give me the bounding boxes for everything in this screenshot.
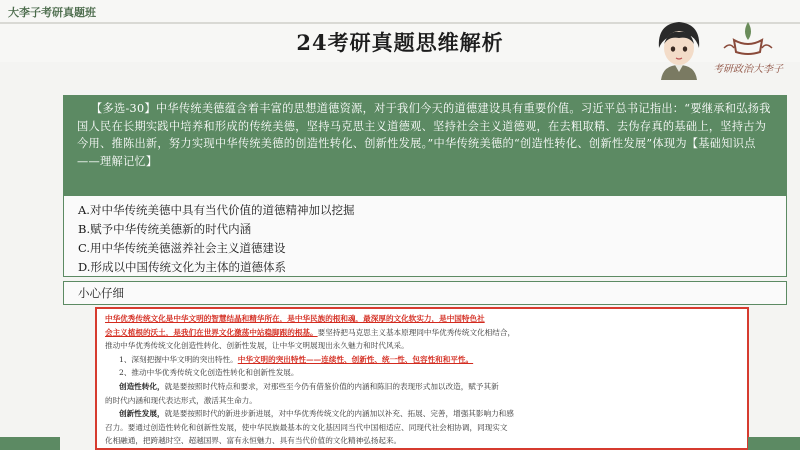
brand-label: 大李子考研真题班: [8, 6, 96, 19]
reference-excerpt: [95, 307, 749, 450]
reference-text: 就是要按照时代特点和要求，对那些至今仍有借鉴价值的内涵和陈旧的表现形式加以改造，赋予其新: [164, 381, 499, 391]
question-text: 【多选-30】中华传统美德蕴含着丰富的思想道德资源，对于我们今天的道德建设具有重要价值。习近平总书记指出：“要继承和弘扬我国人民在长期实践中培养和形成的传统美德，坚持马克思主义道德观、坚持社会主义道德观，在去粗取精、去伪存真的基础上，坚持古为今用、推陈出新，努力实现中华传统美德的创造性转化、创新性发展。”中华传统美德的“创造性转化、创新性发展”体现为【基础知识点——理解记忆】: [77, 102, 771, 168]
reference-line: [105, 339, 741, 353]
logo-emblem-icon: [712, 18, 784, 60]
footer-bar-left: [0, 437, 60, 450]
reference-item-2: 2、推动中华优秀传统文化创造性转化和创新性发展。: [119, 368, 299, 378]
reference-line: [105, 407, 741, 421]
reference-term: 创造性转化，: [119, 381, 165, 391]
brand-logo: [712, 18, 784, 78]
reference-line: [105, 326, 741, 340]
option-b: B.赋予中华传统美德新的时代内涵: [78, 222, 252, 236]
option-d: D.形成以中国传统文化为主体的道德体系: [78, 260, 286, 274]
footer-bar-right: [748, 437, 800, 450]
reference-text: 化相融通，把跨越时空、超越国界、富有永恒魅力、具有当代价值的文化精神弘扬起来。: [105, 436, 402, 446]
reference-line: [105, 394, 741, 408]
reference-highlight: 中华优秀传统文化是中华文明的智慧结晶和精华所在，是中华民族的根和魂，最深厚的文化软实力，是中国特色社: [105, 314, 485, 323]
reference-highlight: 中华文明的突出特性——连续性、创新性、统一性、包容性和和平性。: [237, 354, 474, 364]
teacher-avatar: [651, 18, 707, 80]
reference-text: 召力。要通过创造性转化和创新性发展，使中华民族最基本的文化基因同当代中国相适应、同现代社会相协调，同现实文: [105, 422, 508, 432]
reference-highlight: 会主义植根的沃土，是我们在世界文化激荡中站稳脚跟的根基。: [105, 327, 318, 337]
logo-text: 考研政治大李子: [713, 64, 783, 75]
reference-line: [105, 353, 741, 367]
reference-line: [105, 421, 741, 435]
reference-term: 创新性发展，: [119, 409, 165, 419]
reference-line: [105, 380, 741, 394]
options-panel: [63, 195, 787, 277]
question-panel: [63, 95, 787, 195]
reference-text: 的时代内涵和现代表达形式，激活其生命力。: [105, 395, 257, 405]
reference-text: 推动中华优秀传统文化创造性转化、创新性发展，让中华文明展现出永久魅力和时代风采。: [105, 341, 409, 351]
reference-text: 就是要按照时代的新进步新进展，对中华优秀传统文化的内涵加以补充、拓展、完善，增强其影响力和感: [164, 409, 514, 419]
note-panel: [63, 281, 787, 305]
reference-line: [105, 312, 741, 326]
reference-line: [105, 366, 741, 380]
reference-line: [105, 434, 741, 448]
note-text: 小心仔细: [78, 286, 124, 300]
option-a: A.对中华传统美德中具有当代价值的道德精神加以挖掘: [78, 203, 355, 217]
reference-item-1: 1、深刻把握中华文明的突出特性。: [119, 354, 238, 364]
page-title: 24考研真题思维解析: [296, 30, 504, 55]
option-c: C.用中华传统美德滋养社会主义道德建设: [78, 241, 286, 255]
reference-text: 要坚持把马克思主义基本原理同中华优秀传统文化相结合，: [317, 327, 516, 337]
